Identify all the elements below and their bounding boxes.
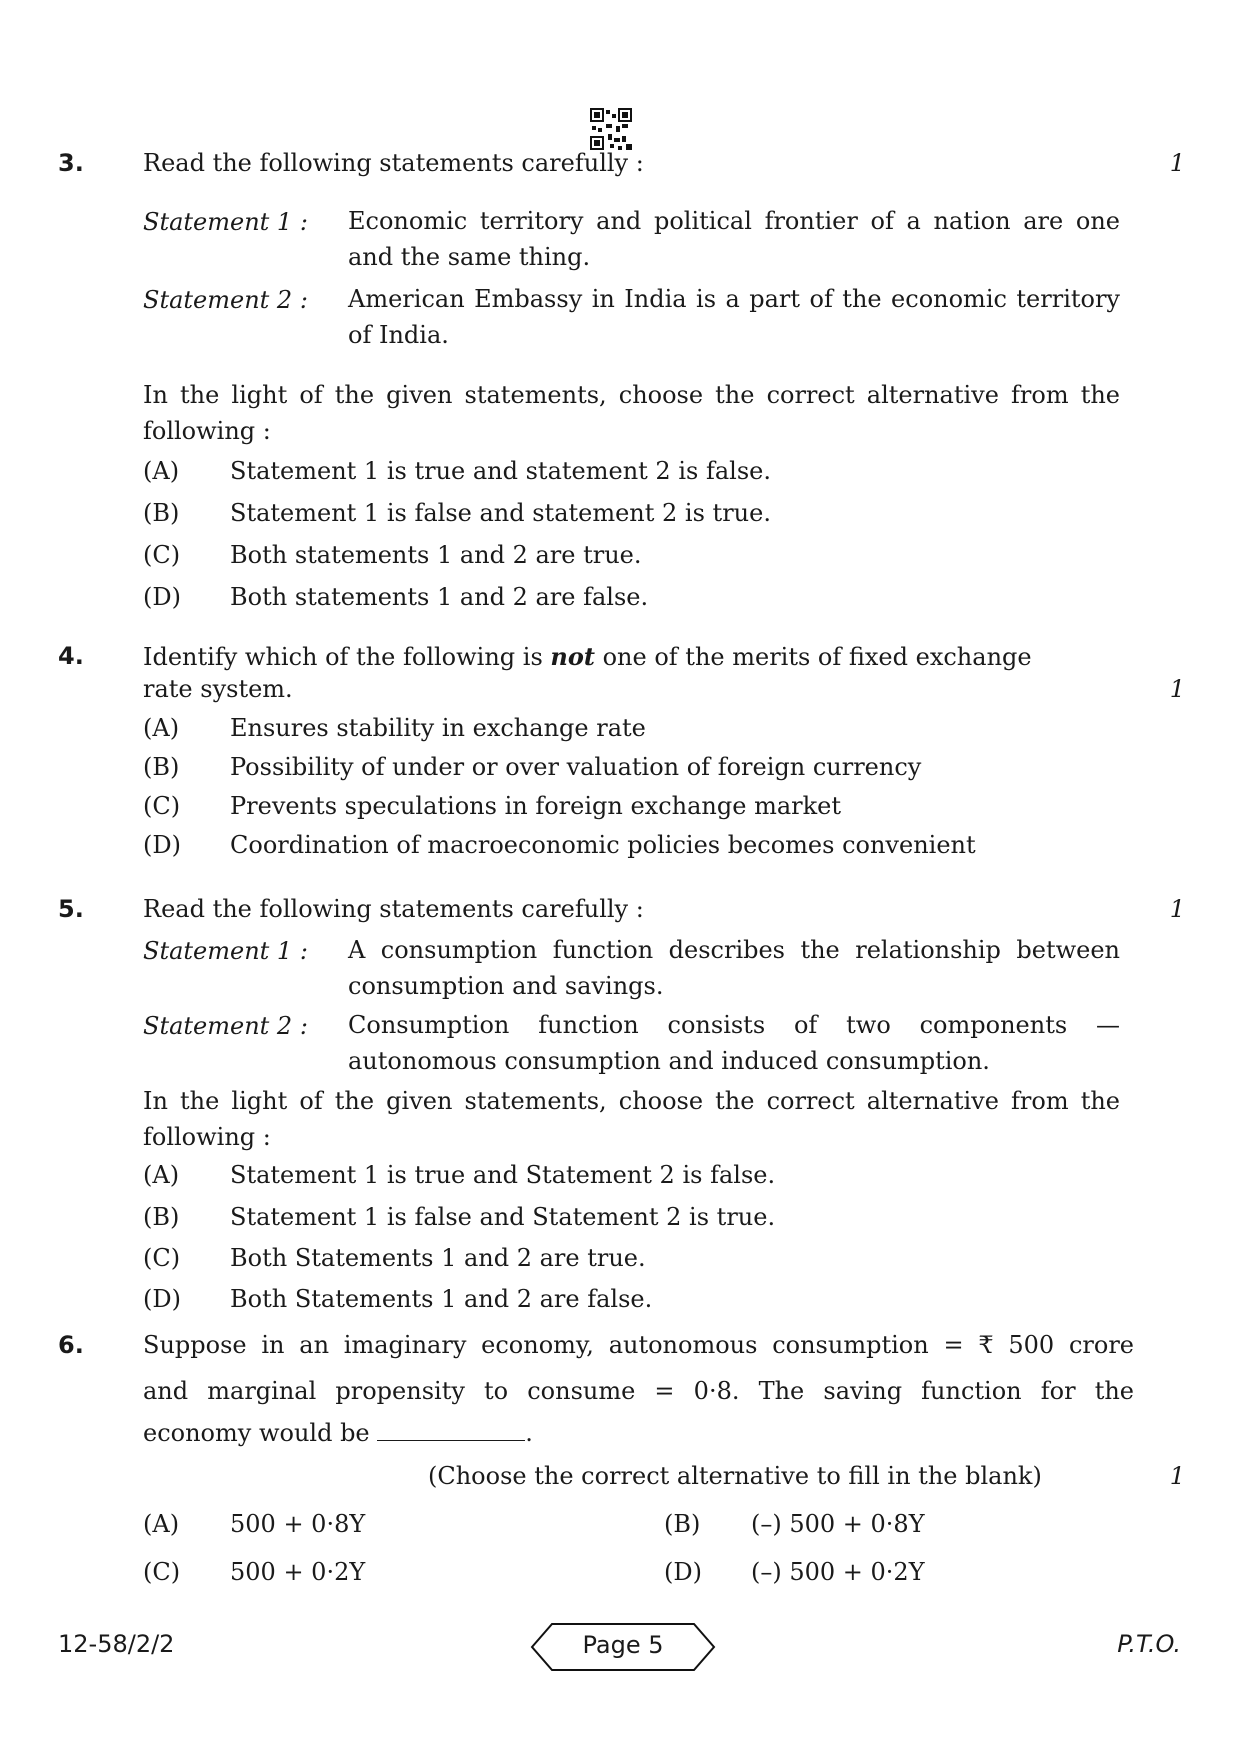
question-4-text: Identify which of the following is not one of the merits of fixed exchange — [143, 642, 1032, 671]
q6-option-a: (A) 500 + 0·8Y — [143, 1510, 366, 1538]
q3-option-c: (C) Both statements 1 and 2 are true. — [143, 541, 642, 569]
q3-option-d: (D) Both statements 1 and 2 are false. — [143, 583, 649, 611]
question-4-marks: 1 — [1169, 675, 1185, 703]
q4-option-b: (B) Possibility of under or over valuation of foreign currency — [143, 753, 922, 781]
q3-statement-2-text: American Embassy in India is a part of the economic territory of India. — [348, 285, 1120, 349]
q4-option-a: (A) Ensures stability in exchange rate — [143, 714, 646, 742]
q3-option-b: (B) Statement 1 is false and statement 2 is true. — [143, 499, 771, 527]
question-6-line-1: Suppose in an imaginary economy, autonomous consumption = ₹ 500 crore — [143, 1331, 1134, 1359]
question-5-marks: 1 — [1169, 895, 1185, 923]
question-6-number: 6. — [58, 1331, 84, 1359]
q5-statement-1-label: Statement 1 : — [143, 937, 308, 965]
paper-code: 12-58/2/2 — [58, 1630, 175, 1658]
pto-label: P.T.O. — [1117, 1630, 1181, 1658]
fill-in-blank — [377, 1418, 525, 1441]
q3-statement-2-label: Statement 2 : — [143, 286, 308, 314]
page-number: Page 5 — [582, 1631, 664, 1659]
question-6-line-3: economy would be . — [143, 1419, 533, 1447]
q5-option-c: (C) Both Statements 1 and 2 are true. — [143, 1244, 646, 1272]
q6-instruction: (Choose the correct alternative to fill in the blank) — [428, 1462, 1042, 1490]
q3-statement-1-text: Economic territory and political frontier of a nation are one and the same thing. — [348, 207, 1120, 271]
q5-instruction: In the light of the given statements, choose the correct alternative from the following : — [143, 1087, 1120, 1151]
page-number-box — [530, 1620, 716, 1674]
q6-option-b: (B) (–) 500 + 0·8Y — [664, 1510, 925, 1538]
q4-option-c: (C) Prevents speculations in foreign exchange market — [143, 792, 841, 820]
q5-statement-2-label: Statement 2 : — [143, 1012, 308, 1040]
q4-option-d: (D) Coordination of macroeconomic policies becomes convenient — [143, 831, 976, 859]
question-5-number: 5. — [58, 895, 84, 923]
question-6-line-2: and marginal propensity to consume = 0·8. The saving function for the — [143, 1377, 1134, 1405]
q6-option-d: (D) (–) 500 + 0·2Y — [664, 1558, 925, 1586]
q3-instruction: In the light of the given statements, choose the correct alternative from the following : — [143, 381, 1120, 445]
question-3-marks: 1 — [1169, 149, 1185, 177]
q5-statement-1-text: A consumption function describes the relationship between consumption and savings. — [348, 936, 1120, 1000]
question-4-text-line2: rate system. — [143, 675, 293, 703]
q5-option-a: (A) Statement 1 is true and Statement 2 is false. — [143, 1161, 776, 1189]
qr-code — [590, 108, 632, 150]
q6-option-c: (C) 500 + 0·2Y — [143, 1558, 366, 1586]
question-6-marks: 1 — [1169, 1462, 1185, 1490]
q5-option-d: (D) Both Statements 1 and 2 are false. — [143, 1285, 653, 1313]
question-3-text: Read the following statements carefully : — [143, 149, 644, 177]
question-5-text: Read the following statements carefully : — [143, 895, 644, 923]
q5-option-b: (B) Statement 1 is false and Statement 2 is true. — [143, 1203, 776, 1231]
q5-statement-2-text: Consumption function consists of two components — autonomous consumption and induced consumption. — [348, 1011, 1120, 1075]
q3-statement-1-label: Statement 1 : — [143, 208, 308, 236]
question-4-number: 4. — [58, 642, 84, 670]
question-3-number: 3. — [58, 149, 84, 177]
q3-option-a: (A) Statement 1 is true and statement 2 is false. — [143, 457, 771, 485]
